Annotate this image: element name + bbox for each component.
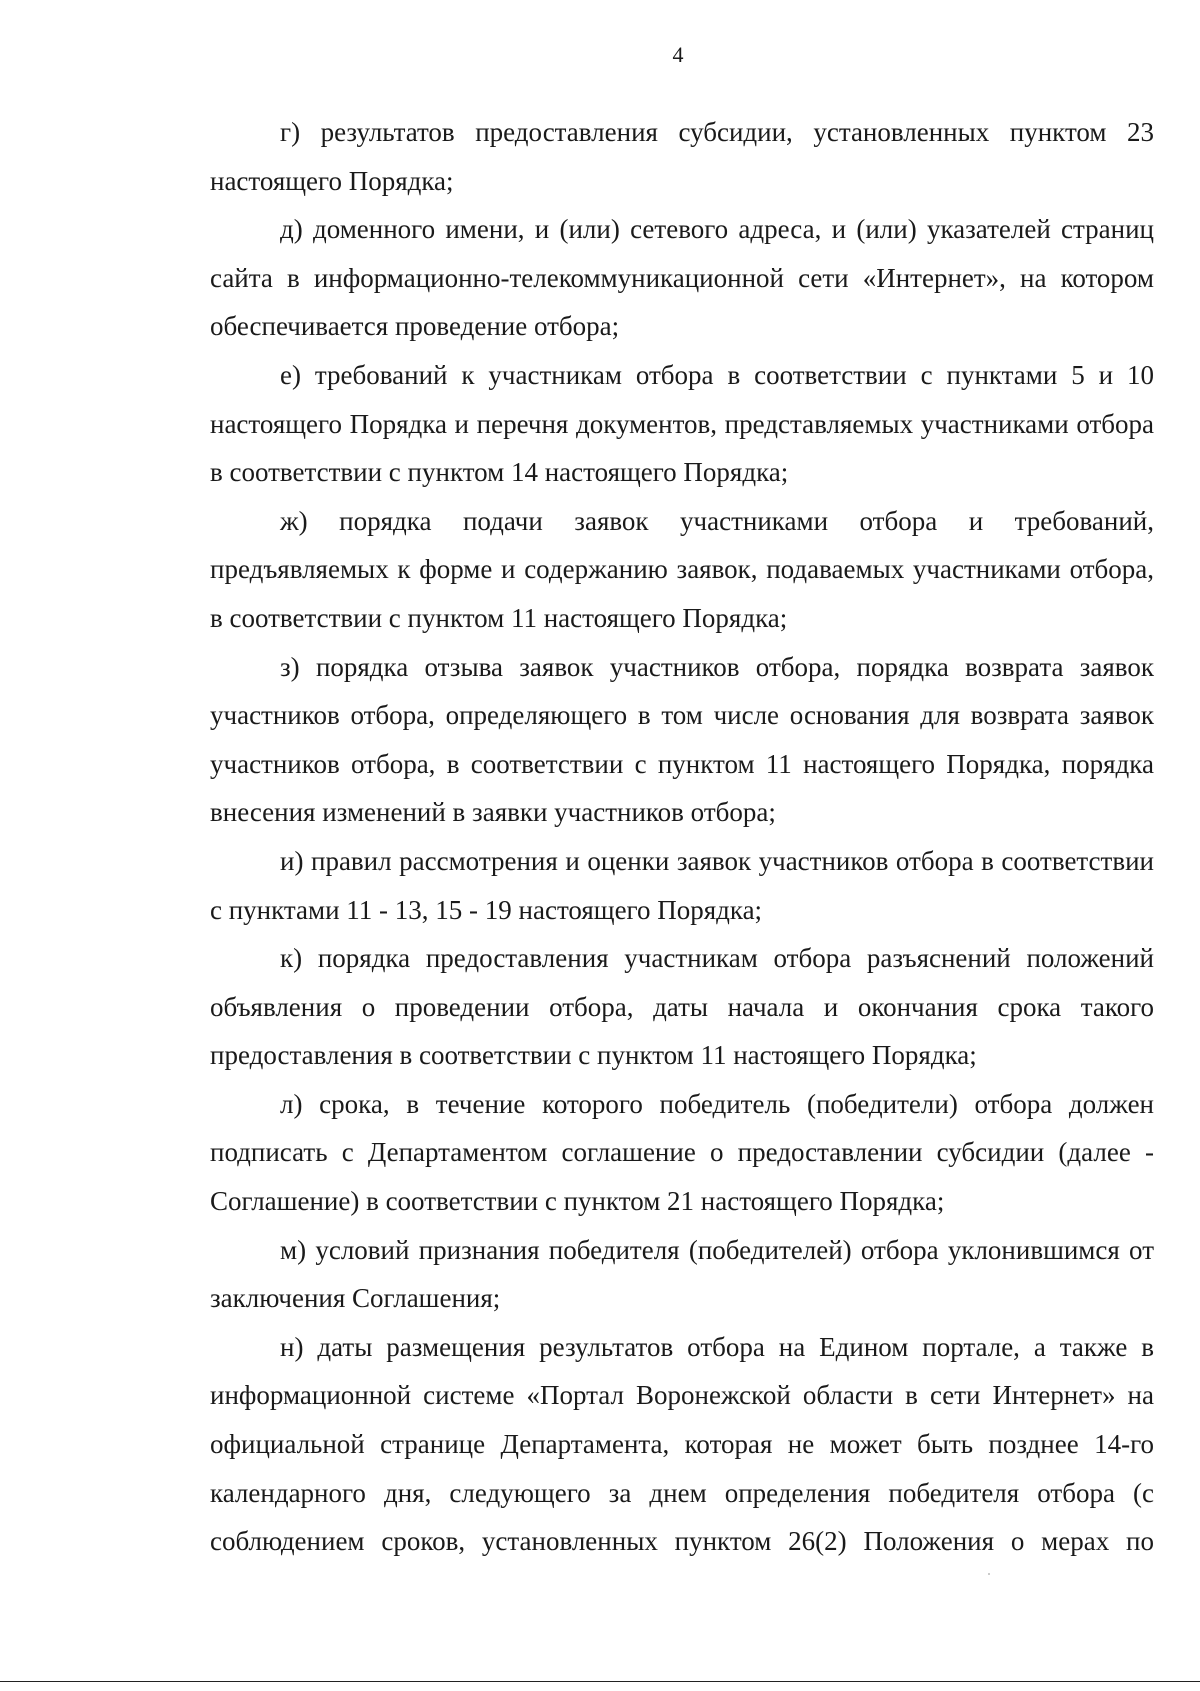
- paragraph-m: м) условий признания победителя (победителей) отбора уклонившимся от заключения Соглашения;: [210, 1234, 1154, 1314]
- paragraph-i: и) правил рассмотрения и оценки заявок участников отбора в соответствии с пунктами 11 - 13, 15 - 19 настоящего Порядка;: [210, 845, 1154, 925]
- paragraph-g: г) результатов предоставления субсидии, установленных пунктом 23 настоящего Порядка;: [210, 117, 1154, 196]
- paragraph-e: е) требований к участникам отбора в соответствии с пунктами 5 и 10 настоящего Порядка и перечня документов, представляемых участниками отбора в соответствии с пунктом 14 настоящего Порядка;: [210, 359, 1154, 488]
- paragraph-z: з) порядка отзыва заявок участников отбора, порядка возврата заявок участников отбора, определяющего в том числе основания для возврата заявок участников отбора, в соответствии с пунктом 11 настоящего Порядка, порядка внесения изменений в заявки участников отбора;: [210, 651, 1154, 828]
- page-number: 4: [672, 42, 684, 67]
- paragraph-zh: ж) порядка подачи заявок участниками отбора и требований, предъявляемых к форме и содержанию заявок, подаваемых участниками отбора, в соответствии с пунктом 11 настоящего Порядка;: [210, 505, 1154, 633]
- document-body: [210, 108, 1154, 1566]
- paragraph-k: к) порядка предоставления участникам отбора разъяснений положений объявления о проведении отбора, даты начала и окончания срока такого предоставления в соответствии с пунктом 11 настоящего Порядка;: [210, 943, 1154, 1071]
- paragraph-l: л) срока, в течение которого победитель (победители) отбора должен подписать с Департаментом соглашение о предоставлении субсидии (далее - Соглашение) в соответствии с пунктом 21 настоящего Порядка;: [210, 1088, 1154, 1217]
- page-bottom-rule: [0, 1681, 1200, 1682]
- paragraph-d: д) доменного имени, и (или) сетевого адреса, и (или) указателей страниц сайта в информационно-телекоммуникационной сети «Интернет», на котором обеспечивается проведение отбора;: [210, 214, 1154, 342]
- paragraph-n: н) даты размещения результатов отбора на Едином портале, а также в информационной системе «Портал Воронежской области в сети Интернет» на официальной странице Департамента, которая не может быть позднее 14-го календарного дня, следующего за днем определения победителя отбора (с соблюдением сроков, установленных пунктом 26(2) Положения о мерах по: [210, 1331, 1154, 1557]
- scan-speck: [988, 1573, 990, 1575]
